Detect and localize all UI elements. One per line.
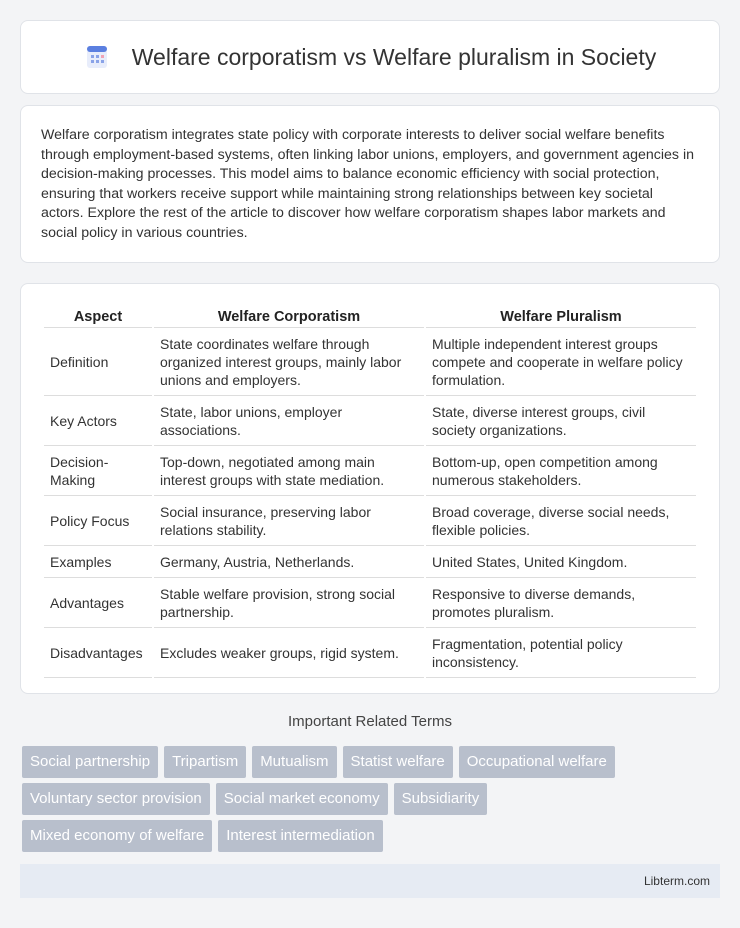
footer [20, 864, 720, 898]
pluralism-cell: Fragmentation, potential policy inconsistency. [426, 628, 696, 678]
table-row [44, 546, 696, 578]
aspect-cell: Key Actors [44, 396, 152, 446]
tag-occupational-welfare[interactable]: Occupational welfare [459, 746, 615, 778]
tag-social-market-economy[interactable]: Social market economy [216, 783, 388, 815]
corporatism-cell: Social insurance, preserving labor relations stability. [154, 496, 424, 546]
pluralism-cell: State, diverse interest groups, civil society organizations. [426, 396, 696, 446]
corporatism-cell: State, labor unions, employer associations. [154, 396, 424, 446]
corporatism-cell: Germany, Austria, Netherlands. [154, 546, 424, 578]
pluralism-cell: Multiple independent interest groups compete and cooperate in welfare policy formulation. [426, 328, 696, 396]
tag-subsidiarity[interactable]: Subsidiarity [394, 783, 488, 815]
header-aspect: Aspect [44, 306, 152, 328]
corporatism-cell: Excludes weaker groups, rigid system. [154, 628, 424, 678]
table-row [44, 396, 696, 446]
tag-row [22, 820, 722, 852]
title-card [20, 20, 720, 94]
pluralism-cell: Broad coverage, diverse social needs, flexible policies. [426, 496, 696, 546]
header-welfare-corporatism: Welfare Corporatism [154, 306, 424, 328]
aspect-cell: Policy Focus [44, 496, 152, 546]
comparison-table-card [20, 283, 720, 694]
aspect-cell: Examples [44, 546, 152, 578]
corporatism-cell: State coordinates welfare through organized interest groups, mainly labor unions and employers. [154, 328, 424, 396]
document-icon [84, 44, 110, 70]
aspect-cell: Decision-Making [44, 446, 152, 496]
pluralism-cell: Responsive to diverse demands, promotes pluralism. [426, 578, 696, 628]
tag-voluntary-sector-provision[interactable]: Voluntary sector provision [22, 783, 210, 815]
table-header-row [44, 306, 696, 328]
pluralism-cell: Bottom-up, open competition among numerous stakeholders. [426, 446, 696, 496]
header-welfare-pluralism: Welfare Pluralism [426, 306, 696, 328]
corporatism-cell: Stable welfare provision, strong social partnership. [154, 578, 424, 628]
tag-mixed-economy-of-welfare[interactable]: Mixed economy of welfare [22, 820, 212, 852]
table-row [44, 446, 696, 496]
table-row [44, 578, 696, 628]
tag-mutualism[interactable]: Mutualism [252, 746, 336, 778]
related-terms-title: Important Related Terms [288, 713, 452, 730]
aspect-cell: Definition [44, 328, 152, 396]
footer-site-link[interactable]: Libterm.com [643, 874, 710, 888]
tag-row [22, 746, 722, 778]
pluralism-cell: United States, United Kingdom. [426, 546, 696, 578]
page-title: Welfare corporatism vs Welfare pluralism in Society [131, 43, 657, 70]
tag-row [22, 783, 722, 815]
intro-card [20, 105, 720, 263]
corporatism-cell: Top-down, negotiated among main interest groups with state mediation. [154, 446, 424, 496]
related-terms-list [22, 746, 722, 857]
comparison-table [42, 306, 698, 678]
tag-statist-welfare[interactable]: Statist welfare [343, 746, 453, 778]
table-row [44, 328, 696, 396]
table-row [44, 496, 696, 546]
aspect-cell: Advantages [44, 578, 152, 628]
tag-interest-intermediation[interactable]: Interest intermediation [218, 820, 382, 852]
tag-social-partnership[interactable]: Social partnership [22, 746, 158, 778]
tag-tripartism[interactable]: Tripartism [164, 746, 246, 778]
intro-paragraph: Welfare corporatism integrates state policy with corporate interests to deliver social welfare benefits through employment-based systems, often linking labor unions, employers, and government agencies in decision-making processes. This model aims to balance economic efficiency with social protection, ensuring that workers receive support while maintaining strong relationships between key societal actors. Explore the rest of the article to discover how welfare corporatism shapes labor markets and social policy in various countries. [41, 127, 694, 241]
aspect-cell: Disadvantages [44, 628, 152, 678]
table-row [44, 628, 696, 678]
